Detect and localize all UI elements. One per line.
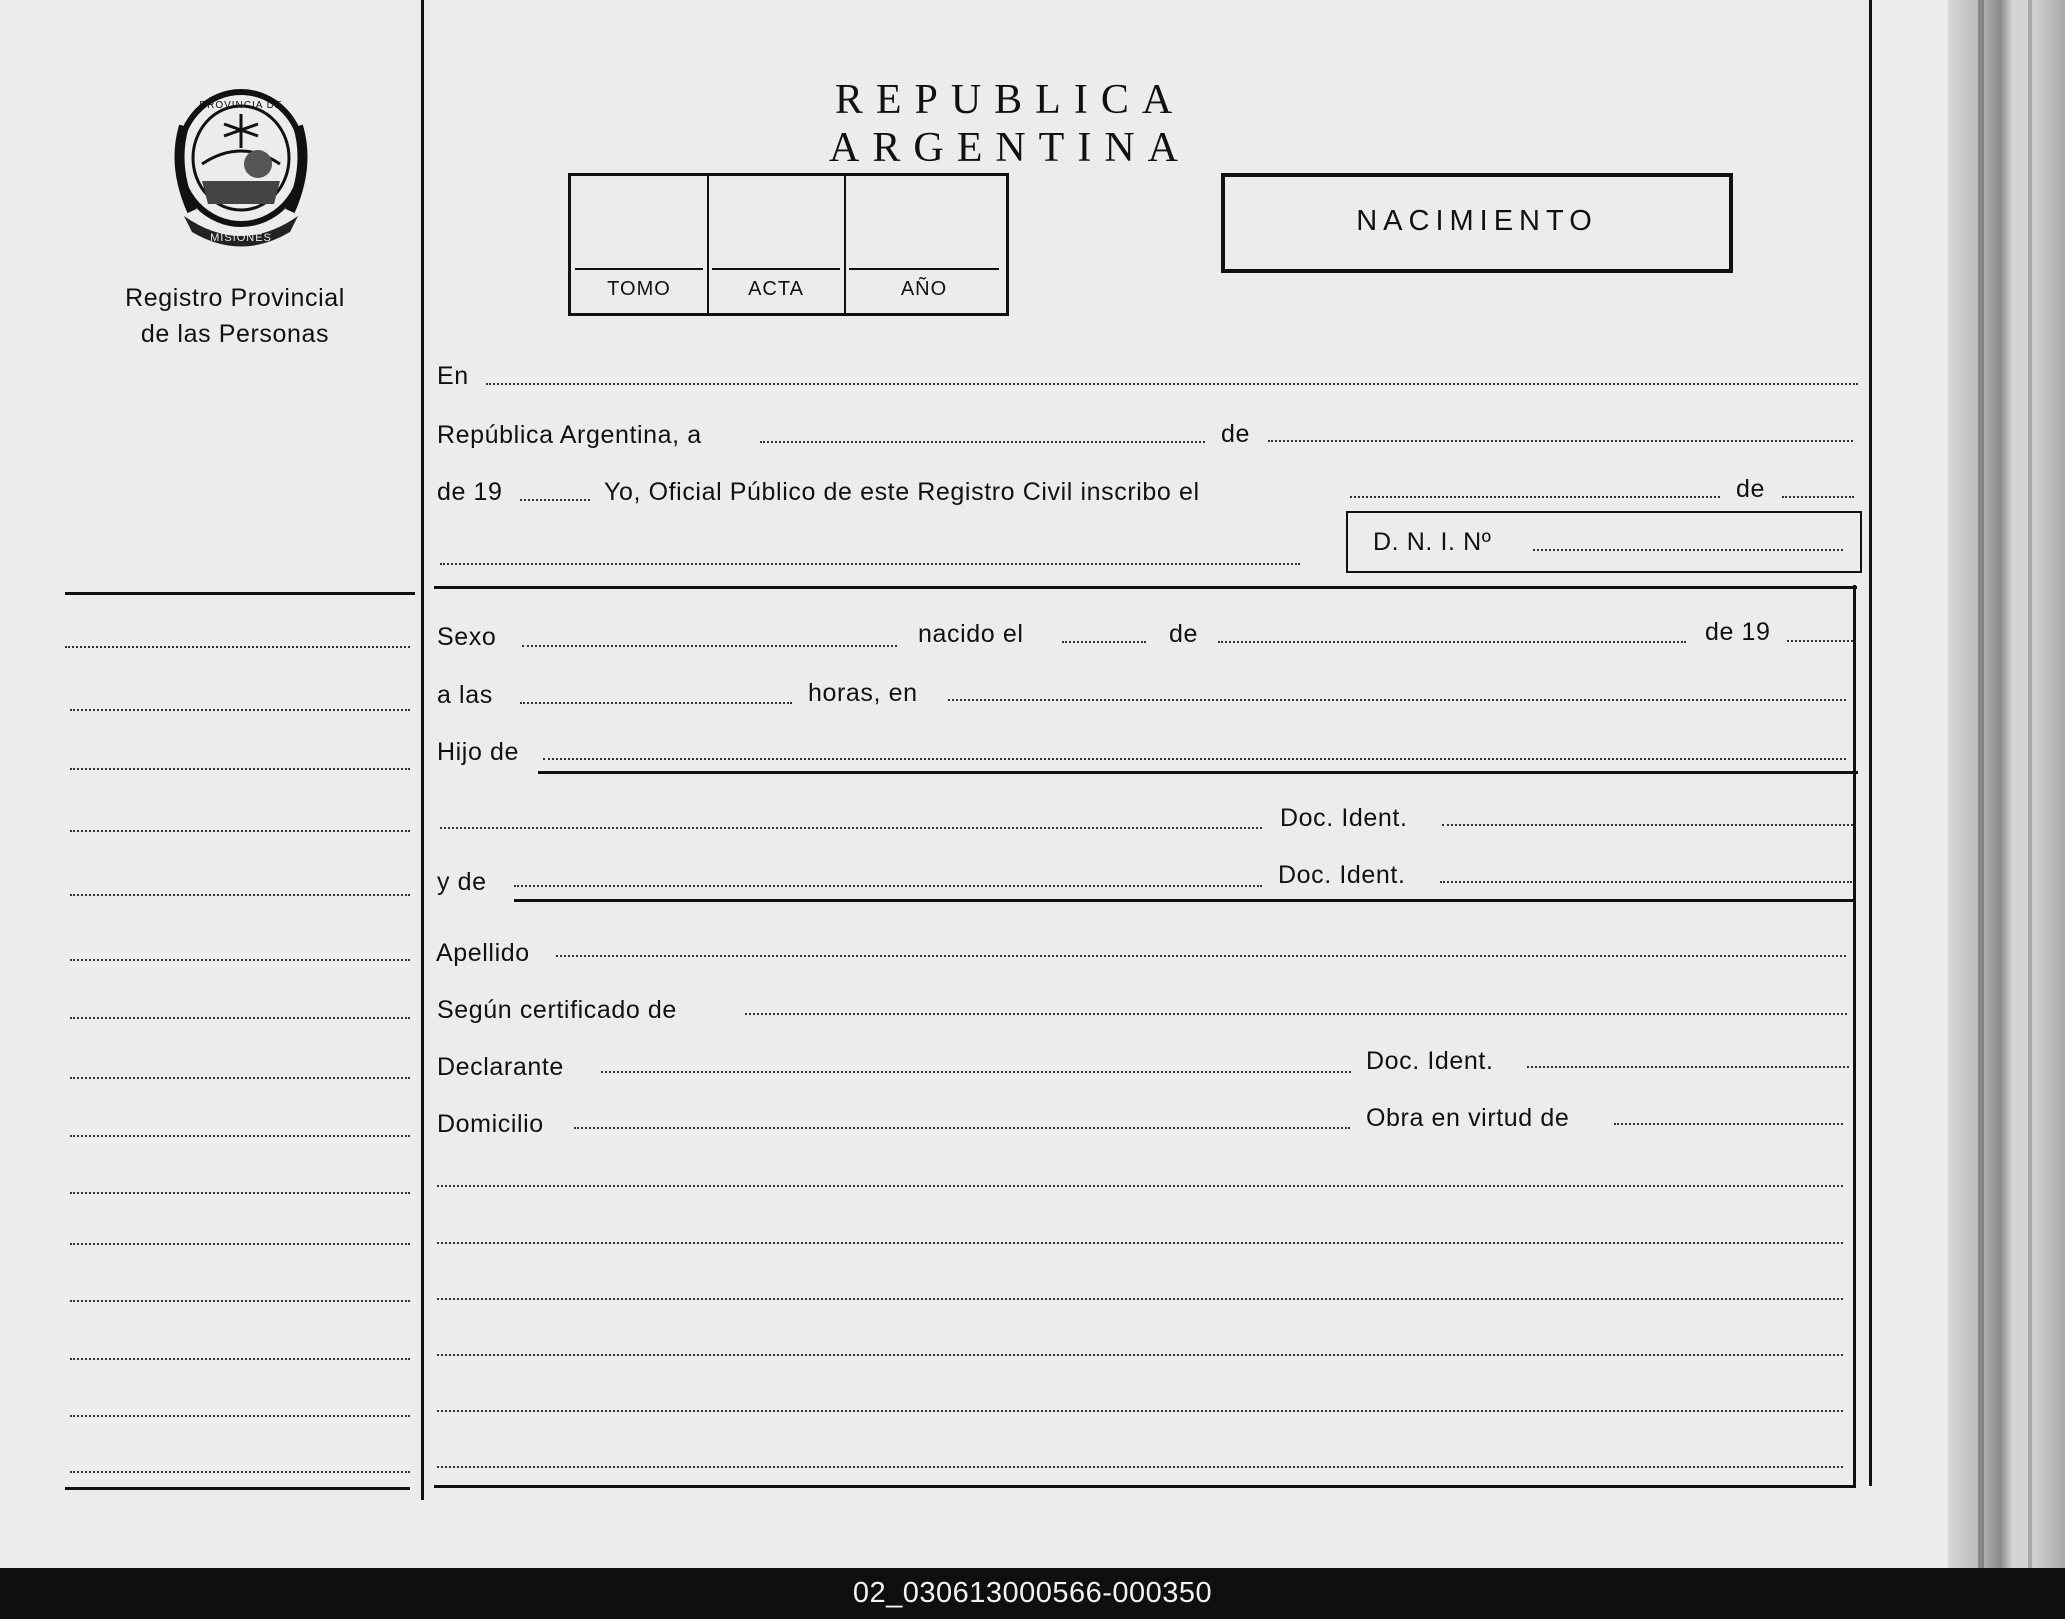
padre-rule bbox=[538, 771, 1858, 774]
sidebar-blank-line bbox=[70, 1471, 410, 1473]
blank-padre bbox=[543, 758, 1846, 760]
sidebar-blank-line bbox=[70, 1300, 410, 1302]
registry-name bbox=[85, 280, 385, 352]
label-segun-certificado: Según certificado de bbox=[437, 996, 677, 1024]
sidebar-top-rule bbox=[65, 592, 415, 595]
acta-label: ACTA bbox=[748, 278, 804, 300]
label-de: de bbox=[1736, 475, 1766, 503]
svg-text:PROVINCIA DE: PROVINCIA DE bbox=[199, 100, 283, 111]
label-sexo: Sexo bbox=[437, 623, 497, 651]
blank-madre-doc bbox=[1440, 881, 1852, 883]
blank-madre bbox=[514, 885, 1262, 887]
label-hijo-de: Hijo de bbox=[437, 738, 520, 766]
sidebar-blank-line bbox=[70, 709, 410, 711]
dni-box bbox=[1346, 511, 1862, 573]
label-a-las: a las bbox=[437, 681, 493, 709]
form-bottom-rule bbox=[434, 1485, 1856, 1488]
image-id-bar bbox=[0, 1568, 2065, 1619]
label-oficial-publico: Yo, Oficial Público de este Registro Civil inscribo el bbox=[604, 478, 1200, 506]
label-de: de bbox=[1221, 420, 1251, 448]
sidebar-blank-line bbox=[70, 1358, 410, 1360]
registry-name-line1: Registro Provincial bbox=[125, 284, 345, 312]
tomo-cell bbox=[571, 176, 709, 313]
blank-declarante-doc bbox=[1527, 1066, 1849, 1068]
blank-apellido bbox=[556, 955, 1846, 957]
page-edge-shadow bbox=[1978, 0, 1984, 1568]
blank-en bbox=[486, 383, 1858, 385]
label-declarante: Declarante bbox=[437, 1053, 564, 1081]
blank-padre-doc bbox=[1442, 824, 1853, 826]
blank-name bbox=[440, 563, 1300, 565]
blank-line bbox=[437, 1242, 1843, 1244]
ano-label: AÑO bbox=[900, 278, 948, 300]
right-border bbox=[1869, 0, 1872, 1486]
label-doc-ident: Doc. Ident. bbox=[1278, 861, 1406, 889]
sidebar-blank-line bbox=[70, 1135, 410, 1137]
label-obra-en-virtud: Obra en virtud de bbox=[1366, 1104, 1570, 1132]
blank-nacido-ano bbox=[1787, 640, 1853, 642]
acta-cell bbox=[708, 176, 846, 313]
ano-cell bbox=[845, 176, 1003, 313]
blank-nacido-dia bbox=[1062, 641, 1146, 643]
sidebar-blank-line bbox=[70, 1077, 410, 1079]
blank-republica-a bbox=[760, 441, 1205, 443]
column-divider bbox=[421, 0, 424, 1500]
record-reference-grid bbox=[568, 173, 1009, 316]
sidebar-blank-line bbox=[65, 646, 410, 648]
blank-obra bbox=[1614, 1123, 1843, 1125]
label-apellido: Apellido bbox=[436, 939, 530, 967]
sidebar-blank-line bbox=[70, 1415, 410, 1417]
blank-domicilio bbox=[574, 1127, 1350, 1129]
blank-line bbox=[437, 1185, 1843, 1187]
inner-right-border bbox=[1853, 585, 1856, 1485]
label-doc-ident: Doc. Ident. bbox=[1366, 1047, 1494, 1075]
label-de-19: de 19 bbox=[437, 478, 503, 506]
label-de-19: de 19 bbox=[1705, 618, 1771, 646]
blank-year bbox=[520, 499, 590, 501]
blank-padre-cont bbox=[440, 827, 1262, 829]
blank-lugar bbox=[948, 699, 1846, 701]
label-horas-en: horas, en bbox=[808, 679, 918, 707]
page-edge-shadow bbox=[2028, 0, 2032, 1568]
madre-rule bbox=[514, 899, 1854, 902]
blank-nacido-mes bbox=[1218, 641, 1686, 643]
blank-dni bbox=[1533, 549, 1843, 551]
label-en: En bbox=[437, 362, 469, 390]
sidebar-blank-line bbox=[70, 959, 410, 961]
sidebar-blank-line bbox=[70, 894, 410, 896]
record-type-label: NACIMIENTO bbox=[1356, 205, 1598, 237]
label-dni: D. N. I. Nº bbox=[1373, 528, 1492, 556]
cell-rule bbox=[712, 268, 840, 270]
label-doc-ident: Doc. Ident. bbox=[1280, 804, 1408, 832]
tomo-label: TOMO bbox=[607, 278, 671, 300]
label-y-de: y de bbox=[437, 868, 487, 896]
registry-name-line2: de las Personas bbox=[140, 320, 330, 348]
blank-inscribo-de bbox=[1782, 496, 1854, 498]
blank-line bbox=[437, 1466, 1843, 1468]
cell-rule bbox=[849, 268, 999, 270]
sidebar-blank-line bbox=[70, 768, 410, 770]
label-domicilio: Domicilio bbox=[437, 1110, 544, 1138]
blank-declarante bbox=[601, 1071, 1351, 1073]
sidebar-blank-line bbox=[70, 1243, 410, 1245]
label-de: de bbox=[1169, 620, 1199, 648]
label-republica: República Argentina, a bbox=[437, 421, 702, 449]
cell-rule bbox=[575, 268, 703, 270]
blank-sexo bbox=[522, 645, 897, 647]
sidebar-blank-line bbox=[70, 1192, 410, 1194]
sidebar-blank-line bbox=[70, 1017, 410, 1019]
blank-line bbox=[437, 1410, 1843, 1412]
section-rule bbox=[434, 586, 1857, 589]
label-nacido-el: nacido el bbox=[918, 620, 1024, 648]
sidebar-bottom-rule bbox=[65, 1487, 410, 1490]
blank-hora bbox=[520, 702, 792, 704]
sidebar-blank-line bbox=[70, 830, 410, 832]
svg-text:MISIONES: MISIONES bbox=[210, 232, 272, 244]
image-id-text: 02_030613000566-000350 bbox=[852, 1577, 1213, 1609]
misiones-seal-icon bbox=[162, 86, 320, 256]
blank-certificado bbox=[745, 1013, 1847, 1015]
record-type-box bbox=[1221, 173, 1733, 273]
blank-republica-de bbox=[1268, 440, 1853, 442]
page-title: REPUBLICA ARGENTINA bbox=[829, 77, 1191, 171]
blank-line bbox=[437, 1354, 1843, 1356]
blank-inscribo bbox=[1350, 496, 1720, 498]
page-edge-stack bbox=[1948, 0, 2065, 1568]
blank-line bbox=[437, 1298, 1843, 1300]
